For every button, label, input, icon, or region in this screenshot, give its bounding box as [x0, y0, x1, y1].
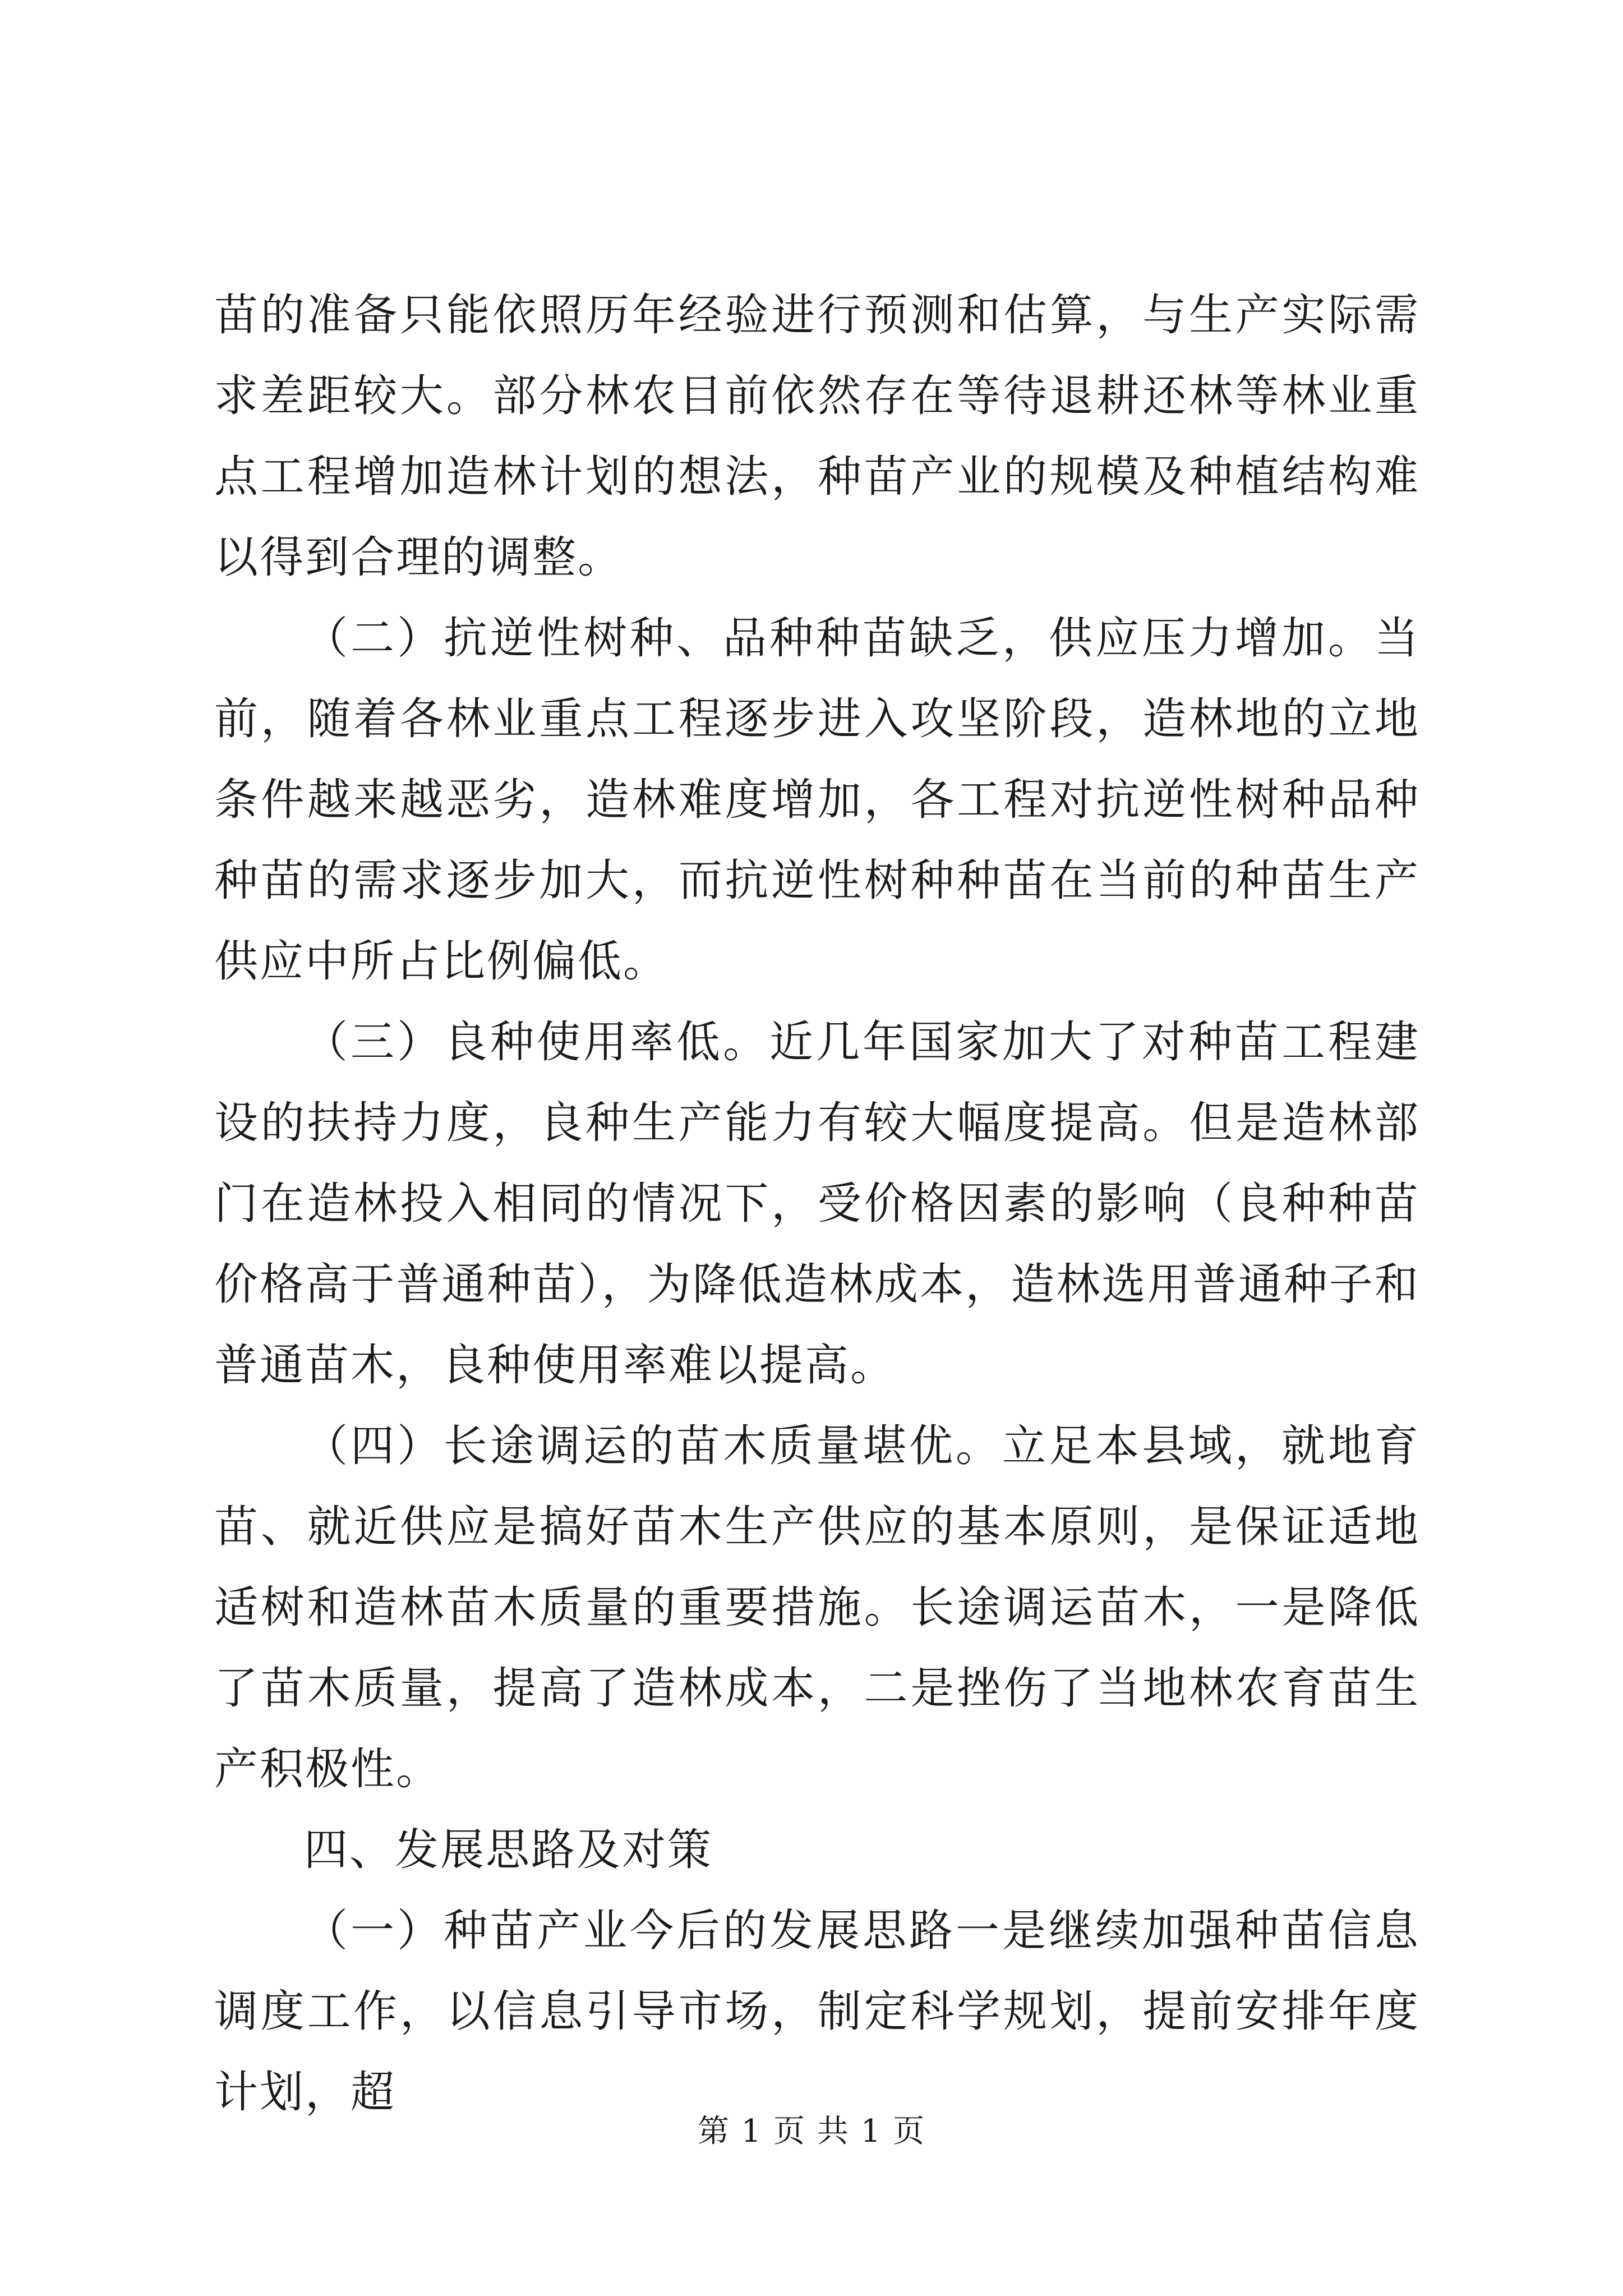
paragraph-continuation: 苗的准备只能依照历年经验进行预测和估算，与生产实际需求差距较大。部分林农目前依然存在等待退耕还林等林业重点工程增加造林计划的想法，种苗产业的规模及种植结构难以得到合理的调整。 [214, 290, 1420, 583]
page-number-footer: 第 1 页 共 1 页 [697, 2113, 926, 2150]
paragraph-strategy-1: （一）种苗产业今后的发展思路一是继续加强种苗信息调度工作，以信息引导市场，制定科学规划，提前安排年度计划，超 [214, 1906, 1420, 2118]
document-body [214, 275, 1420, 2133]
heading-development-strategy: 四、发展思路及对策 [304, 1825, 713, 1875]
paragraph-section-3: （三）良种使用率低。近几年国家加大了对种苗工程建设的扶持力度，良种生产能力有较大幅度提高。但是造林部门在造林投入相同的情况下，受价格因素的影响（良种种苗价格高于普通种苗），为降低造林成本，造林选用普通种子和普通苗木，良种使用率难以提高。 [214, 1017, 1420, 1391]
paragraph-section-4: （四）长途调运的苗木质量堪优。立足本县域，就地育苗、就近供应是搞好苗木生产供应的基本原则，是保证适地适树和造林苗木质量的重要措施。长途调运苗木，一是降低了苗木质量，提高了造林成本，二是挫伤了当地林农育苗生产积极性。 [214, 1421, 1420, 1795]
paragraph-section-2: （二）抗逆性树种、品种种苗缺乏，供应压力增加。当前，随着各林业重点工程逐步进入攻坚阶段，造林地的立地条件越来越恶劣，造林难度增加，各工程对抗逆性树种品种种苗的需求逐步加大，而抗逆性树种种苗在当前的种苗生产供应中所占比例偏低。 [214, 613, 1420, 987]
